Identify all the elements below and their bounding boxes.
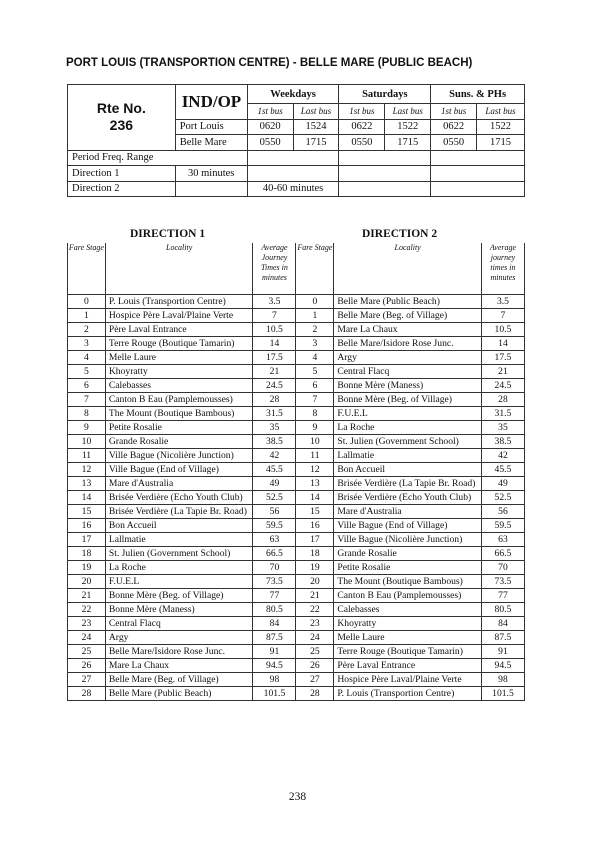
direction1-locality: Bonne Mère (Beg. of Village) bbox=[105, 589, 253, 603]
direction1-locality: Père Laval Entrance bbox=[105, 323, 253, 337]
direction2-journey-time: 24.5 bbox=[481, 379, 524, 393]
direction1-fare-stage: 12 bbox=[68, 463, 106, 477]
direction2-fare-stage: 27 bbox=[296, 673, 334, 687]
time-cell: 1524 bbox=[293, 119, 339, 135]
table-row bbox=[68, 295, 525, 309]
origin-place: Port Louis bbox=[175, 119, 247, 135]
table-row bbox=[68, 365, 525, 379]
direction1-locality: Bon Accueil bbox=[105, 519, 253, 533]
direction1-locality: Bonne Mère (Maness) bbox=[105, 603, 253, 617]
direction2-locality: Brisée Verdière (La Tapie Br. Road) bbox=[334, 477, 482, 491]
suns-phs-header: Suns. & PHs bbox=[431, 85, 525, 104]
direction1-fare-stage: 9 bbox=[68, 421, 106, 435]
direction2-locality: Khoyratty bbox=[334, 617, 482, 631]
direction2-frequency: 40-60 minutes bbox=[247, 181, 339, 197]
table-row bbox=[68, 547, 525, 561]
direction2-journey-time: 66.5 bbox=[481, 547, 524, 561]
direction2-journey-time: 52.5 bbox=[481, 491, 524, 505]
direction2-fare-stage: 23 bbox=[296, 617, 334, 631]
direction2-locality: Hospice Père Laval/Plaine Verte bbox=[334, 673, 482, 687]
route-label: Rte No. bbox=[96, 100, 146, 117]
direction2-fare-stage: 1 bbox=[296, 309, 334, 323]
table-row bbox=[68, 659, 525, 673]
direction1-fare-stage: 25 bbox=[68, 645, 106, 659]
direction2-fare-stage: 12 bbox=[296, 463, 334, 477]
direction1-fare-stage: 22 bbox=[68, 603, 106, 617]
direction1-locality: Belle Mare (Public Beach) bbox=[105, 687, 253, 701]
direction1-journey-time: 31.5 bbox=[253, 407, 296, 421]
direction1-fare-stage: 3 bbox=[68, 337, 106, 351]
direction1-journey-time: 45.5 bbox=[253, 463, 296, 477]
direction1-fare-stage: 21 bbox=[68, 589, 106, 603]
route-number: 236 bbox=[109, 117, 134, 134]
direction2-locality: Mare La Chaux bbox=[334, 323, 482, 337]
subheader-first-bus: 1st bus bbox=[247, 104, 293, 120]
direction2-journey-time: 56 bbox=[481, 505, 524, 519]
table-row bbox=[68, 421, 525, 435]
time-cell: 0622 bbox=[431, 119, 477, 135]
direction1-locality: P. Louis (Transportion Centre) bbox=[105, 295, 253, 309]
direction2-locality: The Mount (Boutique Bambous) bbox=[334, 575, 482, 589]
direction2-locality: Grande Rosalie bbox=[334, 547, 482, 561]
subheader-first-bus: 1st bus bbox=[431, 104, 477, 120]
time-cell: 0620 bbox=[247, 119, 293, 135]
direction2-journey-time: 98 bbox=[481, 673, 524, 687]
time-cell: 1715 bbox=[385, 135, 431, 151]
direction2-heading: DIRECTION 2 bbox=[362, 228, 438, 240]
direction1-locality: Central Flacq bbox=[105, 617, 253, 631]
direction1-fare-stage: 16 bbox=[68, 519, 106, 533]
time-cell: 0550 bbox=[339, 135, 385, 151]
table-row bbox=[68, 673, 525, 687]
direction1-locality: Mare d'Australia bbox=[105, 477, 253, 491]
direction2-fare-stage: 17 bbox=[296, 533, 334, 547]
direction1-fare-stage: 0 bbox=[68, 295, 106, 309]
direction1-journey-time: 77 bbox=[253, 589, 296, 603]
direction1-journey-time: 21 bbox=[253, 365, 296, 379]
time-cell: 1715 bbox=[477, 135, 525, 151]
direction1-fare-stage: 13 bbox=[68, 477, 106, 491]
direction2-fare-stage: 26 bbox=[296, 659, 334, 673]
table-row bbox=[68, 589, 525, 603]
direction2-locality: Mare d'Australia bbox=[334, 505, 482, 519]
direction2-fare-stage: 18 bbox=[296, 547, 334, 561]
direction2-fare-stage: 16 bbox=[296, 519, 334, 533]
direction2-locality: P. Louis (Transportion Centre) bbox=[334, 687, 482, 701]
direction2-locality: Ville Bague (Nicolière Junction) bbox=[334, 533, 482, 547]
route-schedule-table bbox=[67, 84, 525, 197]
subheader-last-bus: Last bus bbox=[385, 104, 431, 120]
direction2-fare-stage: 6 bbox=[296, 379, 334, 393]
direction2-fare-stage: 8 bbox=[296, 407, 334, 421]
table-row bbox=[68, 337, 525, 351]
direction2-locality: Belle Mare/Isidore Rose Junc. bbox=[334, 337, 482, 351]
direction2-locality: Belle Mare (Public Beach) bbox=[334, 295, 482, 309]
direction1-journey-time: 14 bbox=[253, 337, 296, 351]
direction2-fare-stage: 15 bbox=[296, 505, 334, 519]
direction2-fare-stage: 25 bbox=[296, 645, 334, 659]
direction1-fare-stage: 20 bbox=[68, 575, 106, 589]
direction1-journey-time: 7 bbox=[253, 309, 296, 323]
direction1-locality-header: Locality bbox=[105, 243, 253, 295]
direction2-journey-time: 94.5 bbox=[481, 659, 524, 673]
direction2-journey-time: 3.5 bbox=[481, 295, 524, 309]
direction2-fare-stage: 9 bbox=[296, 421, 334, 435]
direction1-locality: F.U.E.L bbox=[105, 575, 253, 589]
table-row bbox=[68, 477, 525, 491]
direction2-journey-time: 87.5 bbox=[481, 631, 524, 645]
indop-label: IND/OP bbox=[175, 85, 247, 120]
direction1-locality: Canton B Eau (Pamplemousses) bbox=[105, 393, 253, 407]
direction2-journey-time: 45.5 bbox=[481, 463, 524, 477]
direction1-journey-time: 49 bbox=[253, 477, 296, 491]
direction2-fare-stage: 3 bbox=[296, 337, 334, 351]
direction1-fare-stage: 10 bbox=[68, 435, 106, 449]
direction1-fare-stage: 5 bbox=[68, 365, 106, 379]
direction1-fare-stage: 27 bbox=[68, 673, 106, 687]
destination-place: Belle Mare bbox=[175, 135, 247, 151]
direction1-fare-stage: 14 bbox=[68, 491, 106, 505]
direction1-locality: Hospice Père Laval/Plaine Verte bbox=[105, 309, 253, 323]
direction2-fare-stage: 2 bbox=[296, 323, 334, 337]
direction1-locality: Belle Mare/Isidore Rose Junc. bbox=[105, 645, 253, 659]
table-row bbox=[68, 519, 525, 533]
direction1-locality: Melle Laure bbox=[105, 351, 253, 365]
direction1-label: Direction 1 bbox=[68, 166, 176, 182]
direction1-journey-time: 101.5 bbox=[253, 687, 296, 701]
direction2-locality: Brisée Verdière (Echo Youth Club) bbox=[334, 491, 482, 505]
direction1-fare-stage: 2 bbox=[68, 323, 106, 337]
subheader-first-bus: 1st bus bbox=[339, 104, 385, 120]
direction1-journey-time: 52.5 bbox=[253, 491, 296, 505]
direction2-locality: Central Flacq bbox=[334, 365, 482, 379]
direction1-locality: Ville Bague (Nicolière Junction) bbox=[105, 449, 253, 463]
direction1-journey-time: 66.5 bbox=[253, 547, 296, 561]
direction2-journey-time: 38.5 bbox=[481, 435, 524, 449]
direction2-journey-time: 70 bbox=[481, 561, 524, 575]
table-row bbox=[68, 631, 525, 645]
direction2-journey-time: 21 bbox=[481, 365, 524, 379]
time-cell: 0550 bbox=[431, 135, 477, 151]
direction2-locality: Canton B Eau (Pamplemousses) bbox=[334, 589, 482, 603]
direction1-fare-stage: 17 bbox=[68, 533, 106, 547]
page-title: PORT LOUIS (TRANSPORTION CENTRE) - BELLE MARE (PUBLIC BEACH) bbox=[66, 57, 473, 69]
direction2-locality: Père Laval Entrance bbox=[334, 659, 482, 673]
time-cell: 0622 bbox=[339, 119, 385, 135]
direction1-journey-time: 98 bbox=[253, 673, 296, 687]
direction2-journey-time: 7 bbox=[481, 309, 524, 323]
table-row bbox=[68, 393, 525, 407]
table-row bbox=[68, 603, 525, 617]
direction2-journey-time: 17.5 bbox=[481, 351, 524, 365]
direction2-time-header: Average journey times in minutes bbox=[481, 243, 524, 295]
table-row bbox=[68, 379, 525, 393]
direction2-fare-stage: 4 bbox=[296, 351, 334, 365]
direction2-fare-stage: 20 bbox=[296, 575, 334, 589]
direction2-locality: Bon Accueil bbox=[334, 463, 482, 477]
direction1-journey-time: 59.5 bbox=[253, 519, 296, 533]
direction2-journey-time: 73.5 bbox=[481, 575, 524, 589]
direction1-locality: Khoyratty bbox=[105, 365, 253, 379]
direction2-journey-time: 84 bbox=[481, 617, 524, 631]
direction1-journey-time: 35 bbox=[253, 421, 296, 435]
direction2-journey-time: 42 bbox=[481, 449, 524, 463]
direction2-fare-stage: 5 bbox=[296, 365, 334, 379]
direction1-locality: Grande Rosalie bbox=[105, 435, 253, 449]
direction2-locality: Lallmatie bbox=[334, 449, 482, 463]
direction1-journey-time: 17.5 bbox=[253, 351, 296, 365]
subheader-last-bus: Last bus bbox=[293, 104, 339, 120]
direction2-journey-time: 14 bbox=[481, 337, 524, 351]
direction2-fare-stage: 19 bbox=[296, 561, 334, 575]
direction2-journey-time: 28 bbox=[481, 393, 524, 407]
fare-stage-table bbox=[67, 243, 525, 701]
direction2-locality: Terre Rouge (Boutique Tamarin) bbox=[334, 645, 482, 659]
direction2-fare-stage: 21 bbox=[296, 589, 334, 603]
direction2-locality: La Roche bbox=[334, 421, 482, 435]
period-freq-label: Period Freq. Range bbox=[68, 150, 248, 166]
direction1-journey-time: 28 bbox=[253, 393, 296, 407]
direction1-fare-header: Fare Stage bbox=[68, 243, 106, 295]
direction1-fare-stage: 7 bbox=[68, 393, 106, 407]
direction1-heading: DIRECTION 1 bbox=[130, 228, 206, 240]
direction2-fare-stage: 0 bbox=[296, 295, 334, 309]
direction1-locality: Calebasses bbox=[105, 379, 253, 393]
time-cell: 1522 bbox=[477, 119, 525, 135]
direction1-fare-stage: 1 bbox=[68, 309, 106, 323]
table-row bbox=[68, 449, 525, 463]
direction2-fare-stage: 13 bbox=[296, 477, 334, 491]
direction2-journey-time: 59.5 bbox=[481, 519, 524, 533]
direction2-locality: Belle Mare (Beg. of Village) bbox=[334, 309, 482, 323]
direction1-journey-time: 73.5 bbox=[253, 575, 296, 589]
table-row bbox=[68, 323, 525, 337]
direction1-journey-time: 38.5 bbox=[253, 435, 296, 449]
direction2-journey-time: 35 bbox=[481, 421, 524, 435]
direction1-fare-stage: 15 bbox=[68, 505, 106, 519]
direction1-fare-stage: 11 bbox=[68, 449, 106, 463]
table-row bbox=[68, 617, 525, 631]
route-number-cell bbox=[68, 85, 176, 151]
time-cell: 0550 bbox=[247, 135, 293, 151]
table-row bbox=[68, 561, 525, 575]
direction2-journey-time: 10.5 bbox=[481, 323, 524, 337]
direction1-fare-stage: 24 bbox=[68, 631, 106, 645]
subheader-last-bus: Last bus bbox=[477, 104, 525, 120]
direction1-fare-stage: 28 bbox=[68, 687, 106, 701]
table-row bbox=[68, 687, 525, 701]
table-row bbox=[68, 351, 525, 365]
direction1-frequency: 30 minutes bbox=[175, 166, 247, 182]
direction2-label: Direction 2 bbox=[68, 181, 176, 197]
direction1-fare-stage: 4 bbox=[68, 351, 106, 365]
direction1-locality: Mare La Chaux bbox=[105, 659, 253, 673]
direction1-journey-time: 42 bbox=[253, 449, 296, 463]
table-row bbox=[68, 491, 525, 505]
direction1-locality: Brisée Verdière (La Tapie Br. Road) bbox=[105, 505, 253, 519]
direction1-journey-time: 56 bbox=[253, 505, 296, 519]
table-row bbox=[68, 505, 525, 519]
direction1-locality: Lallmatie bbox=[105, 533, 253, 547]
direction2-locality: Petite Rosalie bbox=[334, 561, 482, 575]
direction1-journey-time: 94.5 bbox=[253, 659, 296, 673]
table-row bbox=[68, 575, 525, 589]
direction2-locality: Bonne Mère (Beg. of Village) bbox=[334, 393, 482, 407]
direction1-locality: Argy bbox=[105, 631, 253, 645]
direction2-fare-stage: 14 bbox=[296, 491, 334, 505]
direction1-locality: La Roche bbox=[105, 561, 253, 575]
direction2-locality: F.U.E.L bbox=[334, 407, 482, 421]
direction1-journey-time: 24.5 bbox=[253, 379, 296, 393]
direction2-fare-stage: 24 bbox=[296, 631, 334, 645]
table-row bbox=[68, 309, 525, 323]
direction1-locality: Ville Bague (End of Village) bbox=[105, 463, 253, 477]
time-cell: 1522 bbox=[385, 119, 431, 135]
direction2-fare-stage: 7 bbox=[296, 393, 334, 407]
direction2-locality: Melle Laure bbox=[334, 631, 482, 645]
direction2-fare-stage: 11 bbox=[296, 449, 334, 463]
direction1-journey-time: 84 bbox=[253, 617, 296, 631]
direction2-journey-time: 49 bbox=[481, 477, 524, 491]
direction2-journey-time: 91 bbox=[481, 645, 524, 659]
direction1-locality: Brisée Verdière (Echo Youth Club) bbox=[105, 491, 253, 505]
direction2-journey-time: 77 bbox=[481, 589, 524, 603]
direction1-journey-time: 70 bbox=[253, 561, 296, 575]
direction2-locality-header: Locality bbox=[334, 243, 482, 295]
direction2-locality: Ville Bague (End of Village) bbox=[334, 519, 482, 533]
direction2-fare-header: Fare Stage bbox=[296, 243, 334, 295]
direction1-fare-stage: 23 bbox=[68, 617, 106, 631]
direction2-locality: Argy bbox=[334, 351, 482, 365]
direction1-journey-time: 63 bbox=[253, 533, 296, 547]
direction1-locality: St. Julien (Government School) bbox=[105, 547, 253, 561]
direction2-locality: Bonne Mère (Maness) bbox=[334, 379, 482, 393]
table-row bbox=[68, 645, 525, 659]
table-row bbox=[68, 463, 525, 477]
direction1-fare-stage: 26 bbox=[68, 659, 106, 673]
direction1-time-header: Average Journey Times in minutes bbox=[253, 243, 296, 295]
direction2-journey-time: 31.5 bbox=[481, 407, 524, 421]
direction1-journey-time: 80.5 bbox=[253, 603, 296, 617]
direction1-fare-stage: 18 bbox=[68, 547, 106, 561]
direction2-locality: Calebasses bbox=[334, 603, 482, 617]
direction2-journey-time: 63 bbox=[481, 533, 524, 547]
saturdays-header: Saturdays bbox=[339, 85, 431, 104]
table-row bbox=[68, 435, 525, 449]
direction1-fare-stage: 6 bbox=[68, 379, 106, 393]
weekdays-header: Weekdays bbox=[247, 85, 339, 104]
page-number: 238 bbox=[288, 791, 307, 803]
direction2-locality: St. Julien (Government School) bbox=[334, 435, 482, 449]
table-row bbox=[68, 407, 525, 421]
direction1-fare-stage: 8 bbox=[68, 407, 106, 421]
time-cell: 1715 bbox=[293, 135, 339, 151]
direction1-locality: Belle Mare (Beg. of Village) bbox=[105, 673, 253, 687]
direction1-fare-stage: 19 bbox=[68, 561, 106, 575]
direction1-locality: Petite Rosalie bbox=[105, 421, 253, 435]
direction2-journey-time: 101.5 bbox=[481, 687, 524, 701]
direction2-fare-stage: 22 bbox=[296, 603, 334, 617]
direction1-locality: The Mount (Boutique Bambous) bbox=[105, 407, 253, 421]
direction1-journey-time: 91 bbox=[253, 645, 296, 659]
direction1-journey-time: 87.5 bbox=[253, 631, 296, 645]
direction2-fare-stage: 28 bbox=[296, 687, 334, 701]
table-row bbox=[68, 533, 525, 547]
direction1-locality: Terre Rouge (Boutique Tamarin) bbox=[105, 337, 253, 351]
direction1-journey-time: 3.5 bbox=[253, 295, 296, 309]
direction1-journey-time: 10.5 bbox=[253, 323, 296, 337]
direction2-fare-stage: 10 bbox=[296, 435, 334, 449]
direction2-journey-time: 80.5 bbox=[481, 603, 524, 617]
